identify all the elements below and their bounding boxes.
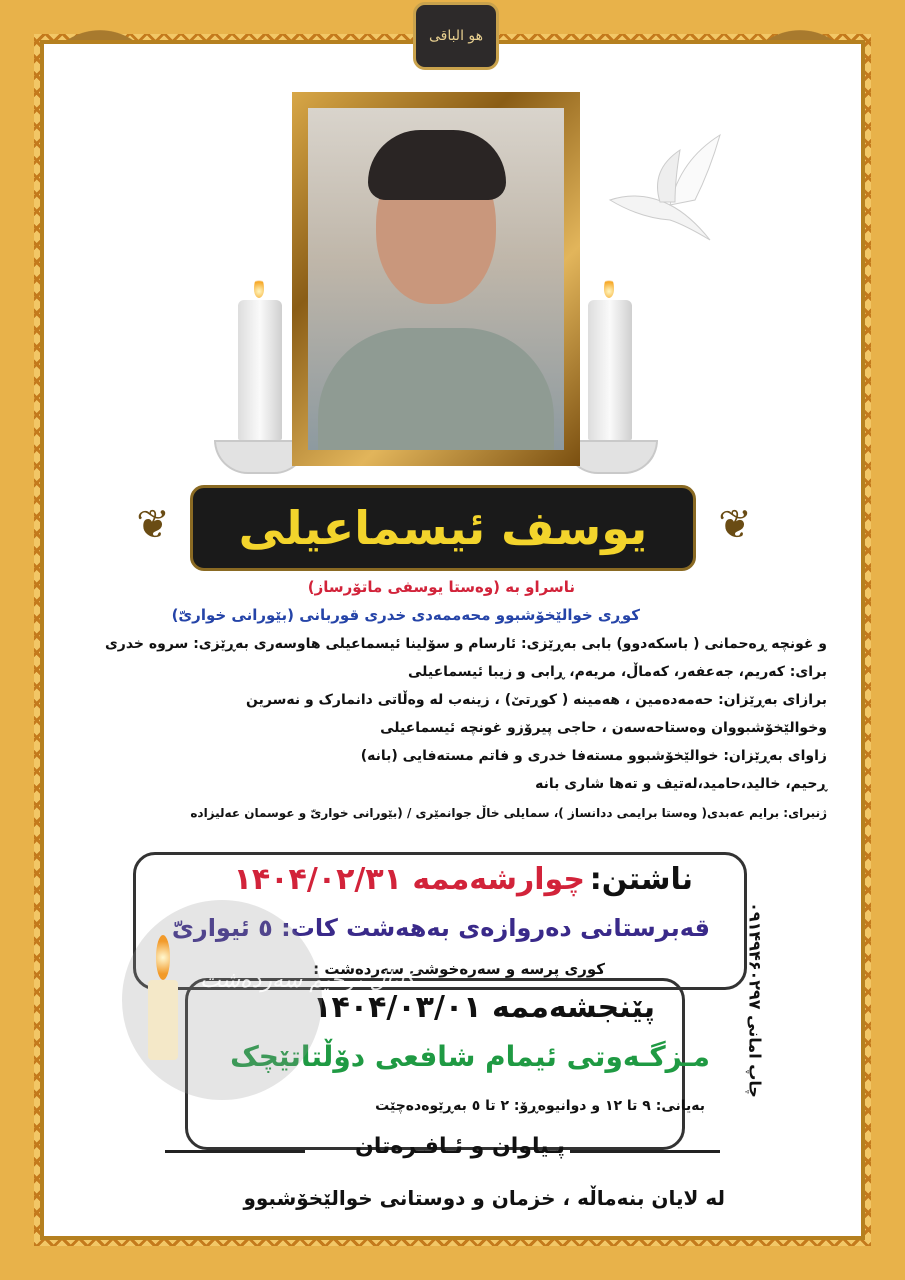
burial-label: ناشتن:	[589, 862, 693, 897]
family-line-5: زاوای بەڕێزان: خوالێخۆشبوو مستەفا خدری و فاتم مستەفایی (بانە)	[360, 748, 827, 764]
son-of: کوڕی خوالێخۆشبوو محەممەدی خدری قوربانی (بێورانی خواریّ)	[171, 606, 640, 624]
burial-date: چوارشەممە ۱۴۰۴/۰۲/۳۱	[233, 862, 585, 897]
family-line-1: و غونچە ڕەحمانی ( باسکەدوو) بابی بەڕێزی: ئارسام و سۆلینا ئیسماعیلی هاوسەری بەڕێزی: سروە خدری	[104, 636, 827, 652]
medallion-text: هو الباقی	[428, 28, 484, 44]
calligraphy-medallion	[413, 2, 499, 70]
memorial-times: بەیانی: ۹ تا ۱۲ و دوانیوەڕۆ: ۲ تا ٥ بەڕێوەدەچێت	[375, 1098, 705, 1114]
divider-right	[570, 1150, 720, 1153]
divider-left	[165, 1150, 305, 1153]
watermark-candle-icon	[148, 980, 178, 1060]
flourish-left-icon: ❦	[136, 502, 170, 548]
portrait-frame	[292, 92, 580, 466]
family-line-4: وخوالێخۆشبووان وەستاحەسەن ، حاجی پیرۆزو غونچە ئیسماعیلی	[380, 720, 827, 736]
burial-place: قەبرستانی دەروازەی بەهەشت کات: ٥ ئیواریّ	[171, 914, 710, 942]
name-banner	[190, 485, 696, 571]
family-line-3: برازای بەڕێزان: حەمەدەمین ، هەمینە ( کوڕتێ) ، زینەب له وەڵاتی دانمارک و نەسرین	[246, 692, 827, 708]
dove-icon	[600, 130, 740, 250]
portrait-photo	[308, 108, 564, 450]
memorial-date: پێنجشەممە ۱۴۰۴/۰۳/۰۱	[313, 990, 655, 1025]
candle-flame-right	[604, 276, 614, 298]
memorial-place: مـزگـەوتی ئیمام شافعی دۆڵتاتێچک	[230, 1040, 710, 1073]
watermark-flame-icon	[156, 935, 170, 980]
printer-phone: چاپ امانی ۰۹۱۴۹۴۶۰۲۹۷	[745, 902, 765, 1098]
candle-right	[588, 300, 632, 440]
audience: پـیاوان و ئـافـرەتان	[355, 1134, 565, 1159]
deceased-name: یوسف ئیسماعیلی	[238, 501, 648, 555]
footer-from: لە لایان بنەماڵە ، خزمان و دوستانی خوالێخۆشبوو	[243, 1186, 725, 1210]
known-as: ناسراو بە (وەستا یوسفی ماتۆرساز)	[307, 578, 575, 596]
family-line-2: برای: کەریم، جەعفەر، کەماڵ، مریەم، ڕابی و زیبا ئیسماعیلی	[407, 664, 827, 680]
family-line-7: ژنبرای: برایم عەبدی( وەستا برایمی ددانساز )، سمایلی خاڵ جوانمێری / (بێورانی خواریّ و عوسمان عەلیزادە	[190, 806, 827, 820]
watermark-text: کانال ترحیم سەردەشت	[200, 968, 416, 993]
candle-flame-left	[254, 276, 264, 298]
memorial-subtitle: کوری پرسە و سەرەخوشی سەردەشت :	[313, 960, 605, 978]
flourish-right-icon: ❦	[718, 502, 752, 548]
candle-left	[238, 300, 282, 440]
family-line-6: ڕحیم، خالید،حامید،لەتیف و تەها شاری بانە	[535, 776, 827, 792]
